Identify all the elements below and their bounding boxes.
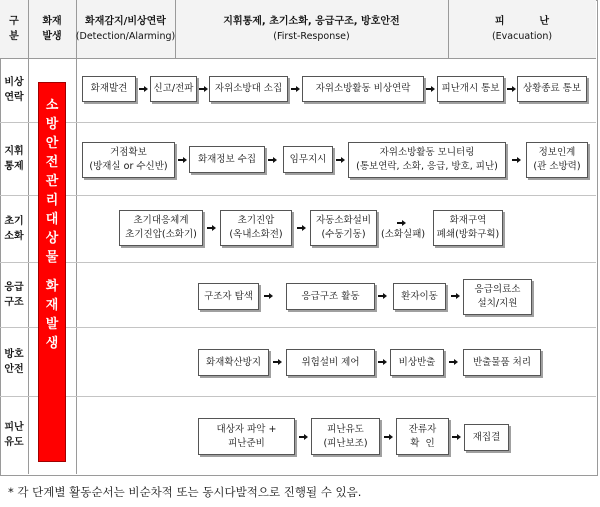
node-evacuation-guide: 피난유도 (피난보조) bbox=[311, 418, 380, 455]
node-patient-move: 환자이동 bbox=[393, 283, 446, 310]
fire-char: 대 bbox=[45, 212, 59, 227]
header-detection-ko: 화재감지/비상연락 bbox=[85, 16, 166, 27]
fire-char: 소 bbox=[45, 98, 59, 113]
arrow-right-icon bbox=[336, 157, 345, 163]
row-label-initial-suppression: 초기 소화 bbox=[4, 215, 24, 242]
header-evacuation bbox=[448, 0, 596, 58]
arrow-right-icon bbox=[378, 293, 387, 299]
node-self-fire-brigade-call: 자위소방대 소집 bbox=[209, 76, 288, 102]
row-label-evacuation: 피난 유도 bbox=[4, 422, 24, 448]
fire-char: 전 bbox=[45, 155, 59, 170]
arrow-right-icon bbox=[378, 359, 387, 365]
node-fire-zone-closure: 화재구역 폐쇄(방화구획) bbox=[433, 210, 503, 246]
arrow-right-icon bbox=[299, 434, 308, 440]
arrow-right-icon bbox=[512, 157, 521, 163]
footnote: * 각 단계별 활동순서는 비순차적 또는 동시다발적으로 진행될 수 있음. bbox=[8, 485, 362, 499]
label-suppression-failure: (소화실패) bbox=[381, 229, 426, 240]
node-spread-prevention: 화재확산방지 bbox=[198, 349, 269, 376]
node-rescue-search: 구조자 탐색 bbox=[198, 283, 259, 310]
node-auto-suppression: 자동소화설비 (수동기동) bbox=[310, 210, 377, 246]
node-fire-discovery: 화재발견 bbox=[82, 76, 136, 102]
row-sep-1 bbox=[0, 122, 596, 123]
node-evacuation-notice: 피난개시 통보 bbox=[437, 76, 504, 102]
node-indoor-hydrant: 초기진압 (옥내소화전) bbox=[220, 210, 292, 246]
fire-char: 발 bbox=[45, 317, 59, 332]
fire-occurrence-text bbox=[38, 96, 66, 353]
header-fire: 화재 발생 bbox=[42, 16, 62, 42]
arrow-right-icon bbox=[451, 293, 460, 299]
node-monitoring: 자위소방활동 모니터링 (통보연락, 소화, 응급, 방호, 피난) bbox=[348, 142, 506, 178]
arrow-right-icon bbox=[384, 434, 393, 440]
arrow-right-icon bbox=[268, 157, 277, 163]
node-base-secure: 거점확보 (방재실 or 수신반) bbox=[82, 142, 175, 178]
fire-char: 재 bbox=[45, 298, 59, 313]
header-detection-en: (Detection/Alarming) bbox=[75, 31, 176, 42]
arrow-right-icon bbox=[178, 157, 187, 163]
fire-char: 상 bbox=[45, 231, 59, 246]
row-label-command: 지휘 통제 bbox=[4, 145, 24, 172]
fire-char: 방 bbox=[45, 117, 59, 132]
node-rescue-activity: 응급구조 활동 bbox=[286, 283, 375, 310]
row-label-rescue: 응급 구조 bbox=[4, 281, 24, 308]
arrow-right-icon bbox=[291, 86, 300, 92]
node-fire-info-collect: 화재정보 수집 bbox=[189, 146, 265, 173]
arrow-right-icon bbox=[397, 220, 406, 226]
fire-char: 화 bbox=[45, 279, 59, 294]
arrow-right-icon bbox=[297, 225, 306, 231]
row-sep-3 bbox=[0, 262, 596, 263]
arrow-right-icon bbox=[273, 359, 282, 365]
arrow-right-icon bbox=[207, 225, 216, 231]
row-sep-5 bbox=[0, 396, 596, 397]
header-response-en: (First-Response) bbox=[273, 31, 350, 42]
row-label-protection: 방호 안전 bbox=[4, 348, 24, 375]
node-emergency-contact: 자위소방활동 비상연락 bbox=[302, 76, 424, 102]
node-remaining-check: 잔류자 확 인 bbox=[396, 418, 449, 455]
fire-char: 생 bbox=[45, 336, 59, 351]
arrow-right-icon bbox=[199, 86, 208, 92]
fire-char: 관 bbox=[45, 174, 59, 189]
node-emergency-removal: 비상반출 bbox=[390, 349, 444, 376]
header-evacuation-ko: 피 난 bbox=[494, 16, 550, 27]
node-report-spread: 신고/전파 bbox=[150, 76, 197, 102]
arrow-right-icon bbox=[507, 86, 516, 92]
node-target-identify: 대상자 파악 + 피난준비 bbox=[198, 418, 295, 455]
row-sep-2 bbox=[0, 195, 596, 196]
row-sep-4 bbox=[0, 327, 596, 328]
header-evacuation-en: (Evacuation) bbox=[491, 31, 553, 42]
header-response-ko: 지휘통제, 초기소화, 응급구조, 방호안전 bbox=[223, 16, 400, 27]
arrow-right-icon bbox=[139, 86, 148, 92]
node-medical-station: 응급의료소 설치/지원 bbox=[463, 279, 532, 315]
fire-char: 안 bbox=[45, 136, 59, 151]
fire-char: 리 bbox=[45, 193, 59, 208]
header-detection bbox=[76, 0, 175, 58]
arrow-right-icon bbox=[449, 359, 458, 365]
arrow-right-icon bbox=[264, 293, 273, 299]
node-hazard-control: 위험설비 제어 bbox=[286, 349, 375, 376]
header-phase: 구 분 bbox=[9, 16, 19, 42]
fire-char: 물 bbox=[45, 250, 59, 265]
header-response bbox=[175, 0, 448, 58]
row-label-emergency-contact: 비상 연락 bbox=[4, 77, 24, 103]
divider-fire bbox=[76, 0, 77, 474]
node-reassembly: 재집결 bbox=[464, 424, 509, 451]
node-initial-response: 초기대응체계 초기진압(소화기) bbox=[119, 210, 203, 246]
node-removed-goods: 반출물품 처리 bbox=[463, 349, 541, 376]
arrow-right-icon bbox=[452, 434, 461, 440]
divider-phase bbox=[28, 0, 29, 474]
node-info-handover: 정보인계 (관 소방력) bbox=[526, 142, 588, 178]
node-situation-end-notice: 상황종료 통보 bbox=[517, 76, 587, 102]
arrow-right-icon bbox=[426, 86, 435, 92]
node-task-order: 임무지시 bbox=[283, 146, 333, 173]
